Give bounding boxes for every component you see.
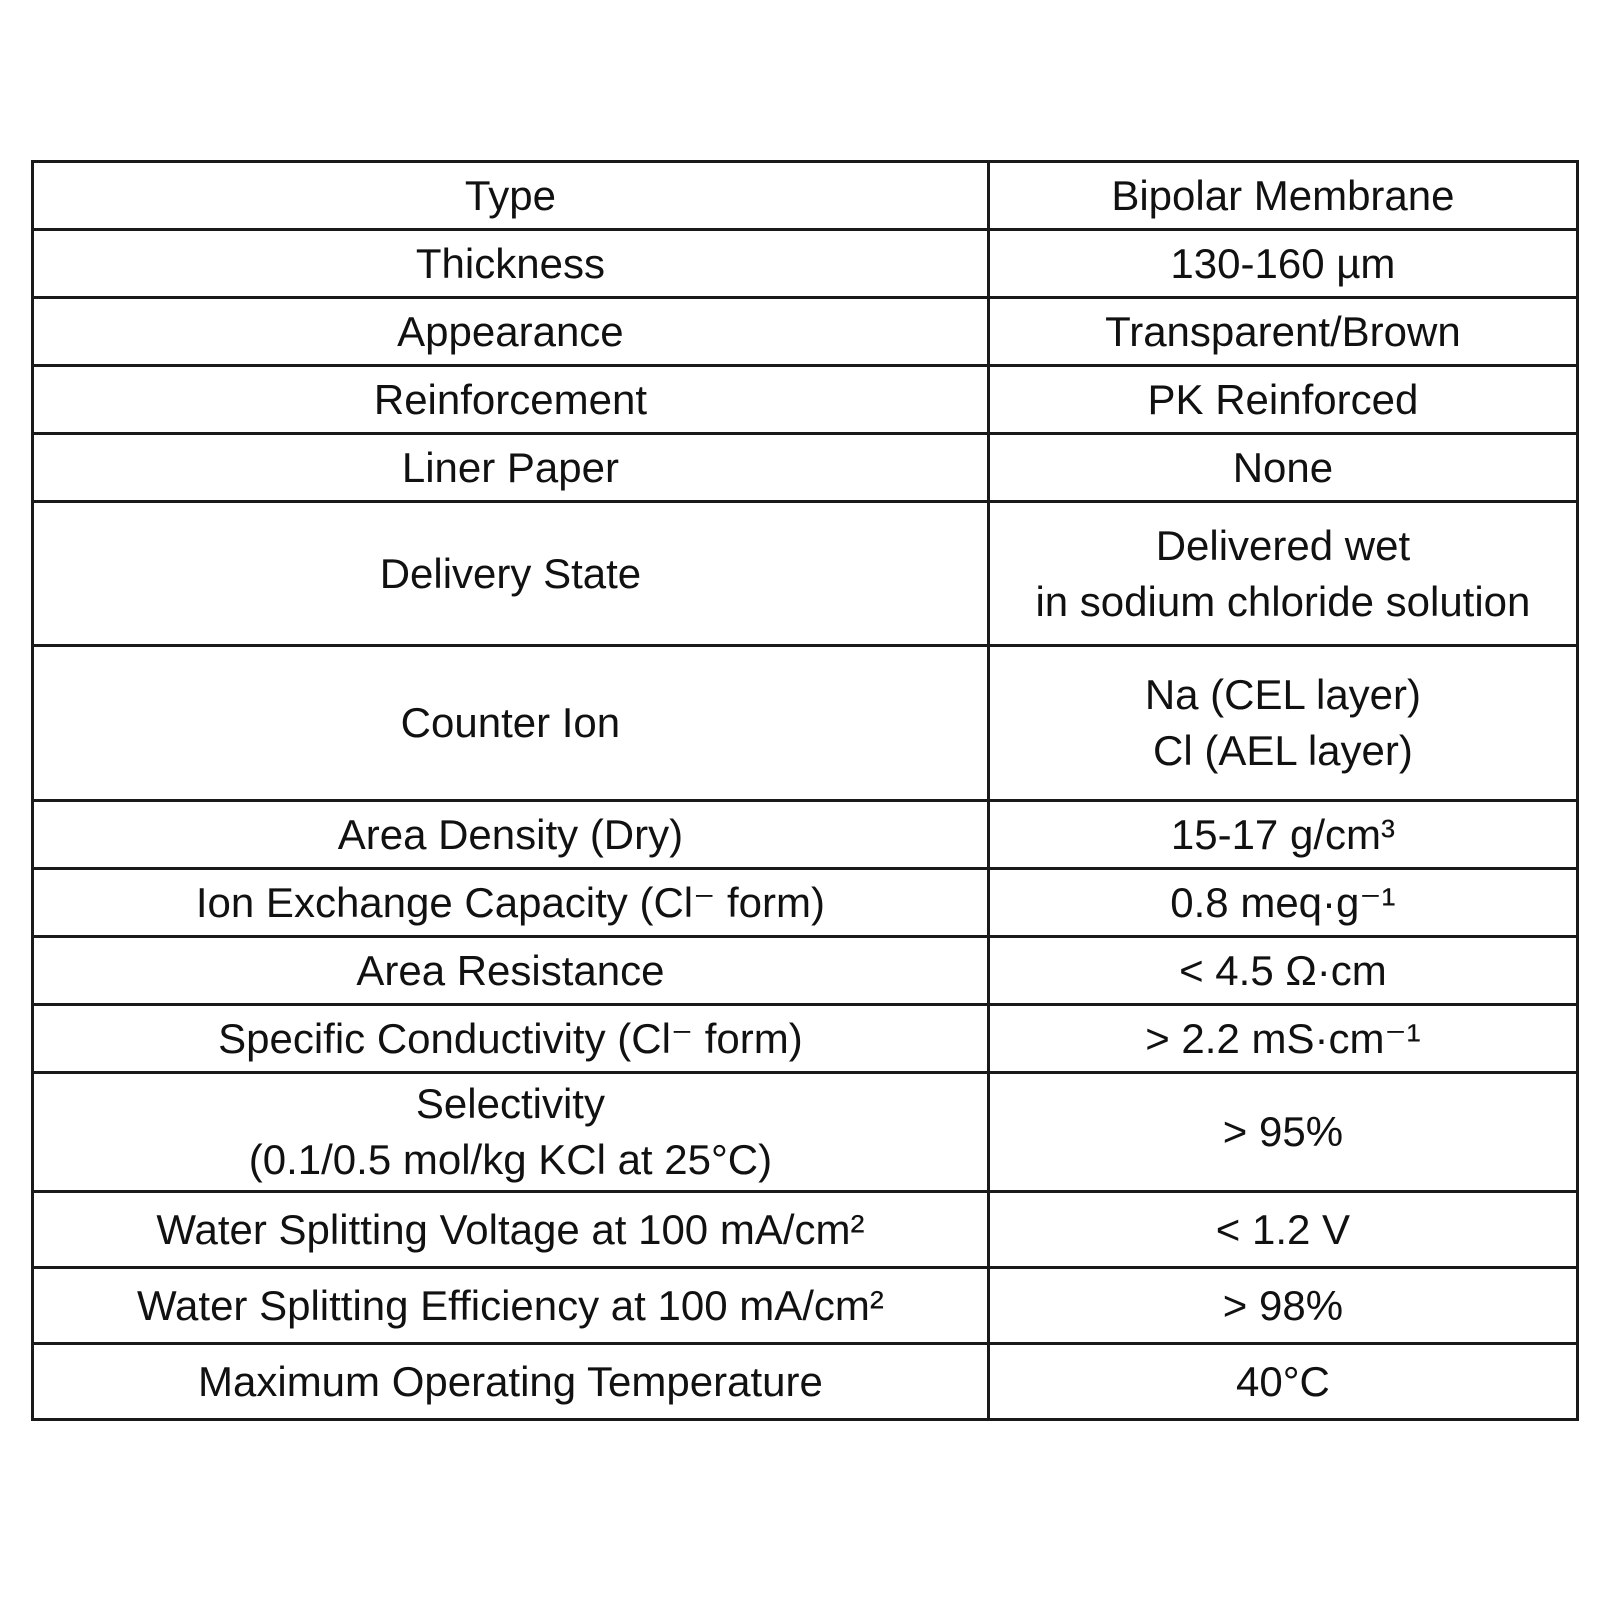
value-cell bbox=[988, 1268, 1577, 1344]
property-label: (0.1/0.5 mol/kg KCl at 25°C) bbox=[248, 1136, 773, 1183]
property-value: Cl (AEL layer) bbox=[1153, 727, 1413, 774]
property-label: Selectivity bbox=[415, 1080, 605, 1127]
property-value: < 1.2 V bbox=[1215, 1205, 1351, 1253]
property-value: > 95% bbox=[1222, 1108, 1344, 1155]
table-row bbox=[33, 1192, 1578, 1268]
property-cell bbox=[33, 298, 989, 366]
property-label: Maximum Operating Temperature bbox=[198, 1357, 823, 1405]
value-cell bbox=[988, 366, 1577, 434]
table-row bbox=[33, 1344, 1578, 1420]
property-cell bbox=[33, 1344, 989, 1420]
property-value: PK Reinforced bbox=[1147, 375, 1419, 423]
value-cell bbox=[988, 869, 1577, 937]
property-cell bbox=[33, 1192, 989, 1268]
property-label: Appearance bbox=[397, 307, 624, 355]
property-value: 15-17 g/cm³ bbox=[1170, 810, 1395, 858]
property-cell bbox=[33, 366, 989, 434]
value-cell bbox=[988, 1192, 1577, 1268]
property-label: Specific Conductivity (Cl⁻ form) bbox=[218, 1014, 803, 1062]
property-value: Delivered wet bbox=[1155, 521, 1411, 569]
value-cell bbox=[988, 502, 1577, 646]
table-row bbox=[33, 869, 1578, 937]
table-row bbox=[33, 230, 1578, 298]
value-cell bbox=[988, 298, 1577, 366]
property-value: 0.8 meq·g⁻¹ bbox=[1170, 878, 1396, 926]
property-cell bbox=[33, 869, 989, 937]
property-label: Thickness bbox=[415, 239, 605, 287]
value-cell bbox=[988, 801, 1577, 869]
property-value: Transparent/Brown bbox=[1105, 307, 1461, 355]
value-cell bbox=[988, 937, 1577, 1005]
property-cell bbox=[33, 434, 989, 502]
property-cell bbox=[33, 801, 989, 869]
property-cell bbox=[33, 1005, 989, 1073]
table-row bbox=[33, 937, 1578, 1005]
value-cell bbox=[988, 646, 1577, 801]
property-cell bbox=[33, 646, 989, 801]
property-cell bbox=[33, 502, 989, 646]
property-value: < 4.5 Ω·cm bbox=[1179, 946, 1387, 994]
property-value: 130-160 µm bbox=[1170, 239, 1396, 287]
property-value: > 98% bbox=[1222, 1281, 1344, 1329]
table-row bbox=[33, 801, 1578, 869]
property-label: Water Splitting Voltage at 100 mA/cm² bbox=[156, 1205, 865, 1253]
property-label: Area Resistance bbox=[356, 946, 665, 994]
property-cell bbox=[33, 937, 989, 1005]
value-cell bbox=[988, 1344, 1577, 1420]
value-cell bbox=[988, 434, 1577, 502]
property-label: Liner Paper bbox=[401, 443, 619, 491]
specifications-table-body bbox=[33, 162, 1578, 1420]
value-cell bbox=[988, 230, 1577, 298]
property-value: Bipolar Membrane bbox=[1111, 171, 1455, 219]
property-label: Water Splitting Efficiency at 100 mA/cm² bbox=[136, 1281, 884, 1329]
property-label: Reinforcement bbox=[373, 375, 647, 423]
table-row bbox=[33, 366, 1578, 434]
value-cell bbox=[988, 1073, 1577, 1192]
property-value: in sodium chloride solution bbox=[1035, 577, 1531, 625]
property-cell bbox=[33, 230, 989, 298]
table-row bbox=[33, 646, 1578, 801]
table-row bbox=[33, 298, 1578, 366]
specifications-table bbox=[31, 160, 1579, 1421]
table-row bbox=[33, 1005, 1578, 1073]
property-label: Area Density (Dry) bbox=[337, 810, 684, 858]
property-value: Na (CEL layer) bbox=[1144, 671, 1422, 718]
property-cell bbox=[33, 1268, 989, 1344]
property-value: 40°C bbox=[1236, 1357, 1330, 1405]
table-row bbox=[33, 1268, 1578, 1344]
property-label: Ion Exchange Capacity (Cl⁻ form) bbox=[195, 878, 825, 926]
table-row bbox=[33, 162, 1578, 230]
table-row bbox=[33, 502, 1578, 646]
value-cell bbox=[988, 1005, 1577, 1073]
property-value: None bbox=[1232, 443, 1334, 491]
property-label: Counter Ion bbox=[400, 699, 621, 746]
property-label: Type bbox=[464, 171, 556, 219]
value-cell bbox=[988, 162, 1577, 230]
table-row bbox=[33, 1073, 1578, 1192]
table-row bbox=[33, 434, 1578, 502]
property-label: Delivery State bbox=[379, 549, 642, 597]
property-cell bbox=[33, 162, 989, 230]
property-cell bbox=[33, 1073, 989, 1192]
property-value: > 2.2 mS·cm⁻¹ bbox=[1145, 1014, 1421, 1062]
